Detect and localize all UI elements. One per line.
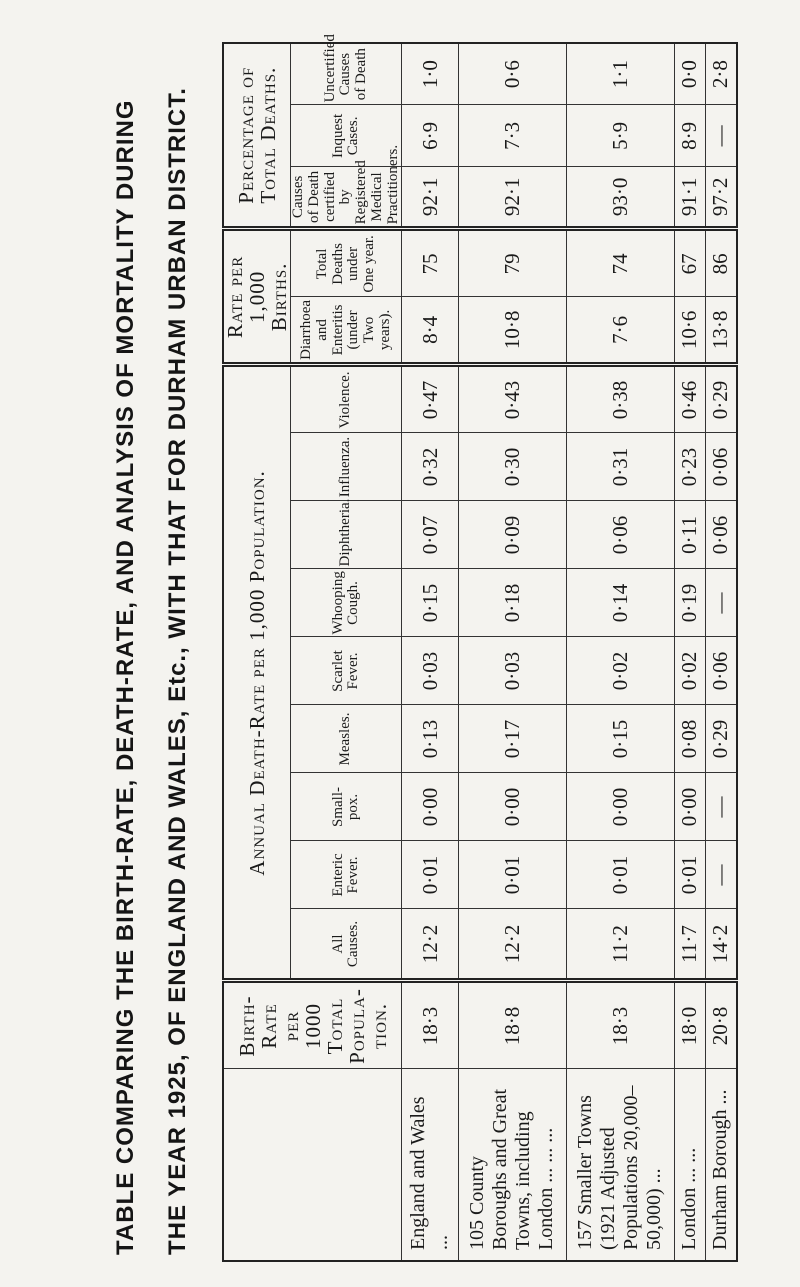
cell-scarlet-fever: 0·02 bbox=[674, 637, 705, 705]
cell-small-pox: 0·00 bbox=[459, 773, 567, 841]
header-influenza: Influenza. bbox=[291, 433, 402, 501]
header-blank bbox=[223, 1069, 402, 1261]
cell-measles: 0·08 bbox=[674, 705, 705, 773]
cell-measles: 0·17 bbox=[459, 705, 567, 773]
cell-infant-deaths: 75 bbox=[402, 229, 459, 297]
cell-uncertified: 1·0 bbox=[402, 43, 459, 105]
cell-diphtheria: 0·11 bbox=[674, 501, 705, 569]
header-row-groups bbox=[223, 43, 291, 1261]
cell-inquest: — bbox=[705, 105, 737, 167]
cell-small-pox: — bbox=[705, 773, 737, 841]
cell-scarlet-fever: 0·02 bbox=[566, 637, 674, 705]
table-row bbox=[459, 43, 567, 1261]
cell-infant-deaths: 79 bbox=[459, 229, 567, 297]
header-measles: Measles. bbox=[291, 705, 402, 773]
cell-all-causes: 12·2 bbox=[459, 909, 567, 981]
cell-certified: 91·1 bbox=[674, 167, 705, 229]
cell-violence: 0·38 bbox=[566, 365, 674, 433]
cell-influenza: 0·30 bbox=[459, 433, 567, 501]
cell-influenza: 0·32 bbox=[402, 433, 459, 501]
row-label: London ... ... bbox=[674, 1069, 705, 1261]
cell-infant-deaths: 86 bbox=[705, 229, 737, 297]
row-label: 105 County Boroughs and Great Towns, including London ... ... ... bbox=[459, 1069, 567, 1261]
table-row bbox=[705, 43, 737, 1261]
cell-measles: 0·15 bbox=[566, 705, 674, 773]
cell-birth-rate: 18·3 bbox=[402, 981, 459, 1069]
cell-whooping-cough: 0·19 bbox=[674, 569, 705, 637]
cell-diphtheria: 0·06 bbox=[566, 501, 674, 569]
cell-uncertified: 1·1 bbox=[566, 43, 674, 105]
cell-influenza: 0·31 bbox=[566, 433, 674, 501]
cell-birth-rate: 18·0 bbox=[674, 981, 705, 1069]
cell-violence: 0·47 bbox=[402, 365, 459, 433]
cell-scarlet-fever: 0·03 bbox=[459, 637, 567, 705]
header-infant-deaths: Total Deaths under One year. bbox=[291, 229, 402, 297]
cell-diphtheria: 0·09 bbox=[459, 501, 567, 569]
cell-small-pox: 0·00 bbox=[674, 773, 705, 841]
cell-influenza: 0·23 bbox=[674, 433, 705, 501]
cell-uncertified: 2·8 bbox=[705, 43, 737, 105]
cell-scarlet-fever: 0·03 bbox=[402, 637, 459, 705]
cell-whooping-cough: 0·18 bbox=[459, 569, 567, 637]
mortality-table bbox=[222, 34, 738, 1262]
cell-all-causes: 12·2 bbox=[402, 909, 459, 981]
cell-enteric-fever: 0·01 bbox=[402, 841, 459, 909]
cell-enteric-fever: 0·01 bbox=[566, 841, 674, 909]
table-row bbox=[402, 43, 459, 1261]
cell-whooping-cough: — bbox=[705, 569, 737, 637]
cell-inquest: 6·9 bbox=[402, 105, 459, 167]
cell-infant-deaths: 74 bbox=[566, 229, 674, 297]
header-rate-per-births: Rate per 1,000 Births. bbox=[223, 229, 291, 365]
cell-all-causes: 11·7 bbox=[674, 909, 705, 981]
header-annual-death-rate: Annual Death-Rate per 1,000 Population. bbox=[223, 365, 291, 981]
header-enteric-fever: Enteric Fever. bbox=[291, 841, 402, 909]
cell-uncertified: 0·6 bbox=[459, 43, 567, 105]
cell-measles: 0·29 bbox=[705, 705, 737, 773]
cell-small-pox: 0·00 bbox=[402, 773, 459, 841]
cell-diphtheria: 0·07 bbox=[402, 501, 459, 569]
header-birth-rate: Birth-Rate per 1000 Total Popula-tion. bbox=[223, 981, 402, 1069]
row-label: Durham Borough ... bbox=[705, 1069, 737, 1261]
cell-certified: 97·2 bbox=[705, 167, 737, 229]
cell-measles: 0·13 bbox=[402, 705, 459, 773]
cell-whooping-cough: 0·15 bbox=[402, 569, 459, 637]
cell-violence: 0·43 bbox=[459, 365, 567, 433]
cell-inquest: 5·9 bbox=[566, 105, 674, 167]
cell-violence: 0·46 bbox=[674, 365, 705, 433]
title-line-1: TABLE COMPARING THE BIRTH-RATE, DEATH-RATE, AND ANALYSIS OF MORTALITY DURING bbox=[112, 99, 139, 1255]
mortality-table-rotated bbox=[222, 34, 738, 1262]
header-percentage-deaths: Percentage of Total Deaths. bbox=[223, 43, 291, 229]
header-uncertified: Uncertified Causes of Death bbox=[291, 43, 402, 105]
cell-birth-rate: 20·8 bbox=[705, 981, 737, 1069]
header-all-causes: All Causes. bbox=[291, 909, 402, 981]
cell-diarrhoea: 8·4 bbox=[402, 297, 459, 365]
cell-enteric-fever: 0·01 bbox=[459, 841, 567, 909]
cell-enteric-fever: 0·01 bbox=[674, 841, 705, 909]
cell-diphtheria: 0·06 bbox=[705, 501, 737, 569]
cell-enteric-fever: — bbox=[705, 841, 737, 909]
header-diphtheria: Diphtheria. bbox=[291, 501, 402, 569]
cell-scarlet-fever: 0·06 bbox=[705, 637, 737, 705]
cell-certified: 92·1 bbox=[402, 167, 459, 229]
cell-birth-rate: 18·8 bbox=[459, 981, 567, 1069]
cell-influenza: 0·06 bbox=[705, 433, 737, 501]
header-diarrhoea: Diarrhoea and Enteritis (under Two years). bbox=[291, 297, 402, 365]
cell-certified: 93·0 bbox=[566, 167, 674, 229]
cell-uncertified: 0·0 bbox=[674, 43, 705, 105]
cell-certified: 92·1 bbox=[459, 167, 567, 229]
cell-diarrhoea: 10·6 bbox=[674, 297, 705, 365]
cell-all-causes: 14·2 bbox=[705, 909, 737, 981]
header-certified: Causes of Death certified by Registered Medical Practitioners. bbox=[291, 167, 402, 229]
title-line-2: THE YEAR 1925, OF ENGLAND AND WALES, Etc., WITH THAT FOR DURHAM URBAN DISTRICT. bbox=[164, 87, 191, 1255]
cell-whooping-cough: 0·14 bbox=[566, 569, 674, 637]
cell-birth-rate: 18·3 bbox=[566, 981, 674, 1069]
cell-infant-deaths: 67 bbox=[674, 229, 705, 297]
cell-diarrhoea: 13·8 bbox=[705, 297, 737, 365]
cell-violence: 0·29 bbox=[705, 365, 737, 433]
row-label: 157 Smaller Towns (1921 Adjusted Populations 20,000–50,000) ... bbox=[566, 1069, 674, 1261]
header-inquest: Inquest Cases. bbox=[291, 105, 402, 167]
cell-all-causes: 11·2 bbox=[566, 909, 674, 981]
cell-small-pox: 0·00 bbox=[566, 773, 674, 841]
table-row bbox=[566, 43, 674, 1261]
cell-diarrhoea: 7·6 bbox=[566, 297, 674, 365]
cell-inquest: 8·9 bbox=[674, 105, 705, 167]
table-row bbox=[674, 43, 705, 1261]
header-scarlet-fever: Scarlet Fever. bbox=[291, 637, 402, 705]
header-violence: Violence. bbox=[291, 365, 402, 433]
header-small-pox: Small-pox. bbox=[291, 773, 402, 841]
row-label: England and Wales ... bbox=[402, 1069, 459, 1261]
header-whooping-cough: Whooping Cough. bbox=[291, 569, 402, 637]
cell-inquest: 7·3 bbox=[459, 105, 567, 167]
cell-diarrhoea: 10·8 bbox=[459, 297, 567, 365]
